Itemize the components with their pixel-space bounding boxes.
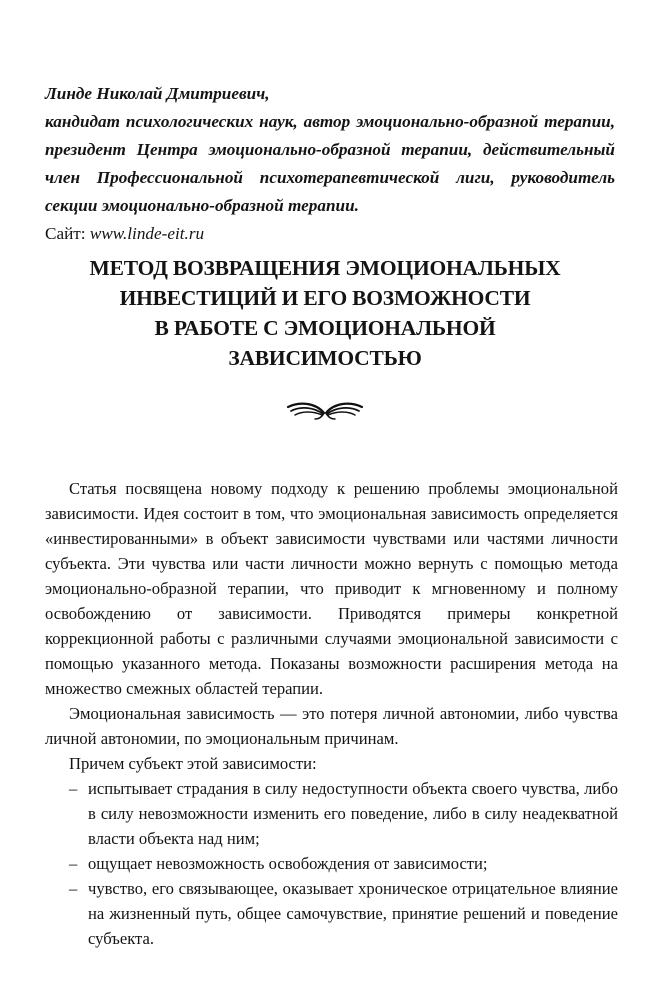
article-title	[45, 253, 605, 373]
author-affiliation: кандидат психологических наук, автор эмоционально-образной терапии, президент Центра эмоционально-образной терапии, действительный член Профессиональной психотерапевтической лиги, руководитель секции эмоционально-образной терапии.	[45, 112, 615, 215]
site-label: Сайт:	[45, 224, 86, 243]
list-intro: Причем субъект этой зависимости:	[69, 754, 317, 773]
decorative-flourish-icon	[286, 399, 364, 421]
list-item-text: чувство, его связывающее, оказывает хроническое отрицательное влияние на жизненный путь, общее самочувствие, принятие решений и поведение субъекта.	[88, 879, 618, 948]
list-item	[45, 876, 618, 951]
title-line: ЗАВИСИМОСТЬЮ	[228, 346, 422, 370]
dash-bullet-icon: –	[69, 879, 78, 898]
author-site	[45, 220, 615, 248]
site-link[interactable]: www.linde-eit.ru	[89, 224, 205, 243]
dash-bullet-icon: –	[69, 854, 78, 873]
title-line: ИНВЕСТИЦИЙ И ЕГО ВОЗМОЖНОСТИ	[119, 286, 531, 310]
title-line: В РАБОТЕ С ЭМОЦИОНАЛЬНОЙ	[154, 316, 496, 340]
author-name: Линде Николай Дмитриевич,	[45, 84, 270, 103]
abstract-paragraph: Статья посвящена новому подходу к решению проблемы эмоциональной зависимости. Идея состоит в том, что эмоциональная зависимость определяется «инвестированными» в объект зависимости чувствами или частями личности субъекта. Эти чувства или части личности можно вернуть с помощью метода эмоционально-образной терапии, что приводит к мгновенному и полному освобождению от зависимости. Приводятся примеры конкретной коррекционной работы с различными случаями эмоциональной зависимости с помощью указанного метода. Показаны возможности расширения метода на множество смежных областей терапии.	[45, 479, 618, 698]
definition-paragraph: Эмоциональная зависимость — это потеря личной автономии, либо чувства личной автономии, по эмоциональным причинам.	[45, 704, 618, 748]
author-block	[45, 80, 615, 248]
article-body	[45, 476, 618, 951]
dash-bullet-icon: –	[69, 779, 78, 798]
symptom-list	[45, 776, 618, 951]
list-item-text: испытывает страдания в силу недоступности объекта своего чувства, либо в силу невозможности изменить его поведение, либо в силу неадекватной власти объекта над ним;	[88, 779, 618, 848]
list-item	[45, 776, 618, 851]
list-item	[45, 851, 618, 876]
list-item-text: ощущает невозможность освобождения от зависимости;	[88, 854, 488, 873]
title-line: МЕТОД ВОЗВРАЩЕНИЯ ЭМОЦИОНАЛЬНЫХ	[89, 256, 561, 280]
